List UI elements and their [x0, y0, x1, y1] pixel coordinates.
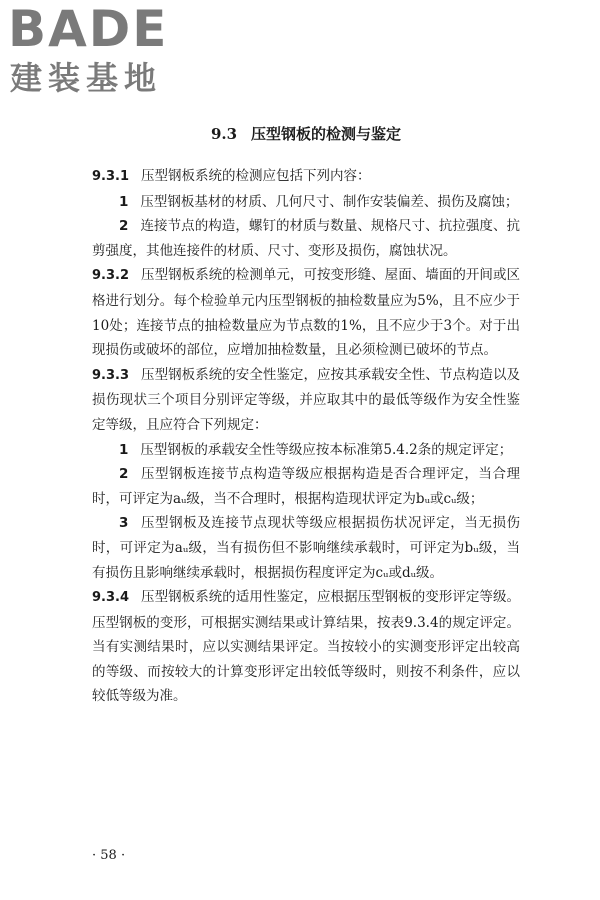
document-body [92, 122, 520, 709]
item-text: 压型钢板及连接节点现状等级应根据损伤状况评定，当无损伤时，可评定为aᵤ级，当有损伤但不影响继续承载时，可评定为bᵤ级，当有损伤且影响继续承载时，根据损伤程度评定为cᵤ或dᵤ级。 [92, 515, 520, 581]
clause-9-3-2 [92, 263, 520, 362]
item-number: 1 [119, 193, 129, 210]
list-item [92, 511, 520, 585]
logo-subtitle: 建装基地 [10, 59, 163, 97]
clause-number: 9.3.2 [92, 268, 130, 284]
item-number: 2 [119, 218, 129, 235]
list-item [92, 462, 520, 511]
page-number: · 58 · [92, 848, 126, 863]
clause-number: 9.3.4 [92, 590, 130, 606]
logo-brand: BADE [8, 0, 169, 58]
item-number: 1 [119, 441, 129, 458]
clause-text: 压型钢板系统的检测单元，可按变形缝、屋面、墙面的开间或区格进行划分。每个检验单元内压型钢板的抽检数量应为5%，且不应少于10处；连接节点的抽检数量应为节点数的1%，且不应少于3个。对于出现损伤或破坏的部位，应增加抽检数量，且必须检测已破坏的节点。 [92, 267, 520, 359]
item-text: 压型钢板连接节点构造等级应根据构造是否合理评定，当合理时，可评定为aᵤ级，当不合理时，根据构造现状评定为bᵤ或cᵤ级； [92, 466, 520, 507]
item-text: 压型钢板的承载安全性等级应按本标准第5.4.2条的规定评定； [140, 441, 513, 458]
clause-9-3-1 [92, 164, 520, 190]
watermark-logo [8, 0, 178, 104]
clause-9-3-4 [92, 585, 520, 709]
clause-text: 压型钢板系统的检测应包括下列内容： [141, 168, 371, 184]
clause-9-3-3 [92, 363, 520, 438]
section-number: 9.3 [210, 125, 238, 143]
item-number: 3 [119, 515, 129, 532]
clause-text: 压型钢板系统的安全性鉴定，应按其承载安全性、节点构造以及损伤现状三个项目分别评定等级，并应取其中的最低等级作为安全性鉴定等级，且应符合下列规定： [92, 366, 520, 433]
list-item [92, 438, 520, 463]
clause-text: 压型钢板系统的适用性鉴定，应根据压型钢板的变形评定等级。压型钢板的变形，可根据实测结果或计算结果，按表9.3.4的规定评定。当有实测结果时，应以实测结果评定。当按较小的实测变形评定出较高的等级、而按较大的计算变形评定出较低等级时，则按不利条件，应以较低等级为准。 [92, 589, 520, 705]
list-item [92, 214, 520, 263]
clause-number: 9.3.3 [92, 367, 130, 383]
item-text: 连接节点的构造，螺钉的材质与数量、规格尺寸、抗拉强度、抗剪强度，其他连接件的材质、尺寸、变形及损伤，腐蚀状况。 [92, 218, 520, 259]
list-item [92, 190, 520, 215]
section-title-text: 压型钢板的检测与鉴定 [251, 125, 402, 143]
clause-number: 9.3.1 [92, 169, 130, 184]
section-title [92, 122, 520, 146]
item-text: 压型钢板基材的材质、几何尺寸、制作安装偏差、损伤及腐蚀； [140, 193, 519, 210]
item-number: 2 [119, 466, 129, 483]
